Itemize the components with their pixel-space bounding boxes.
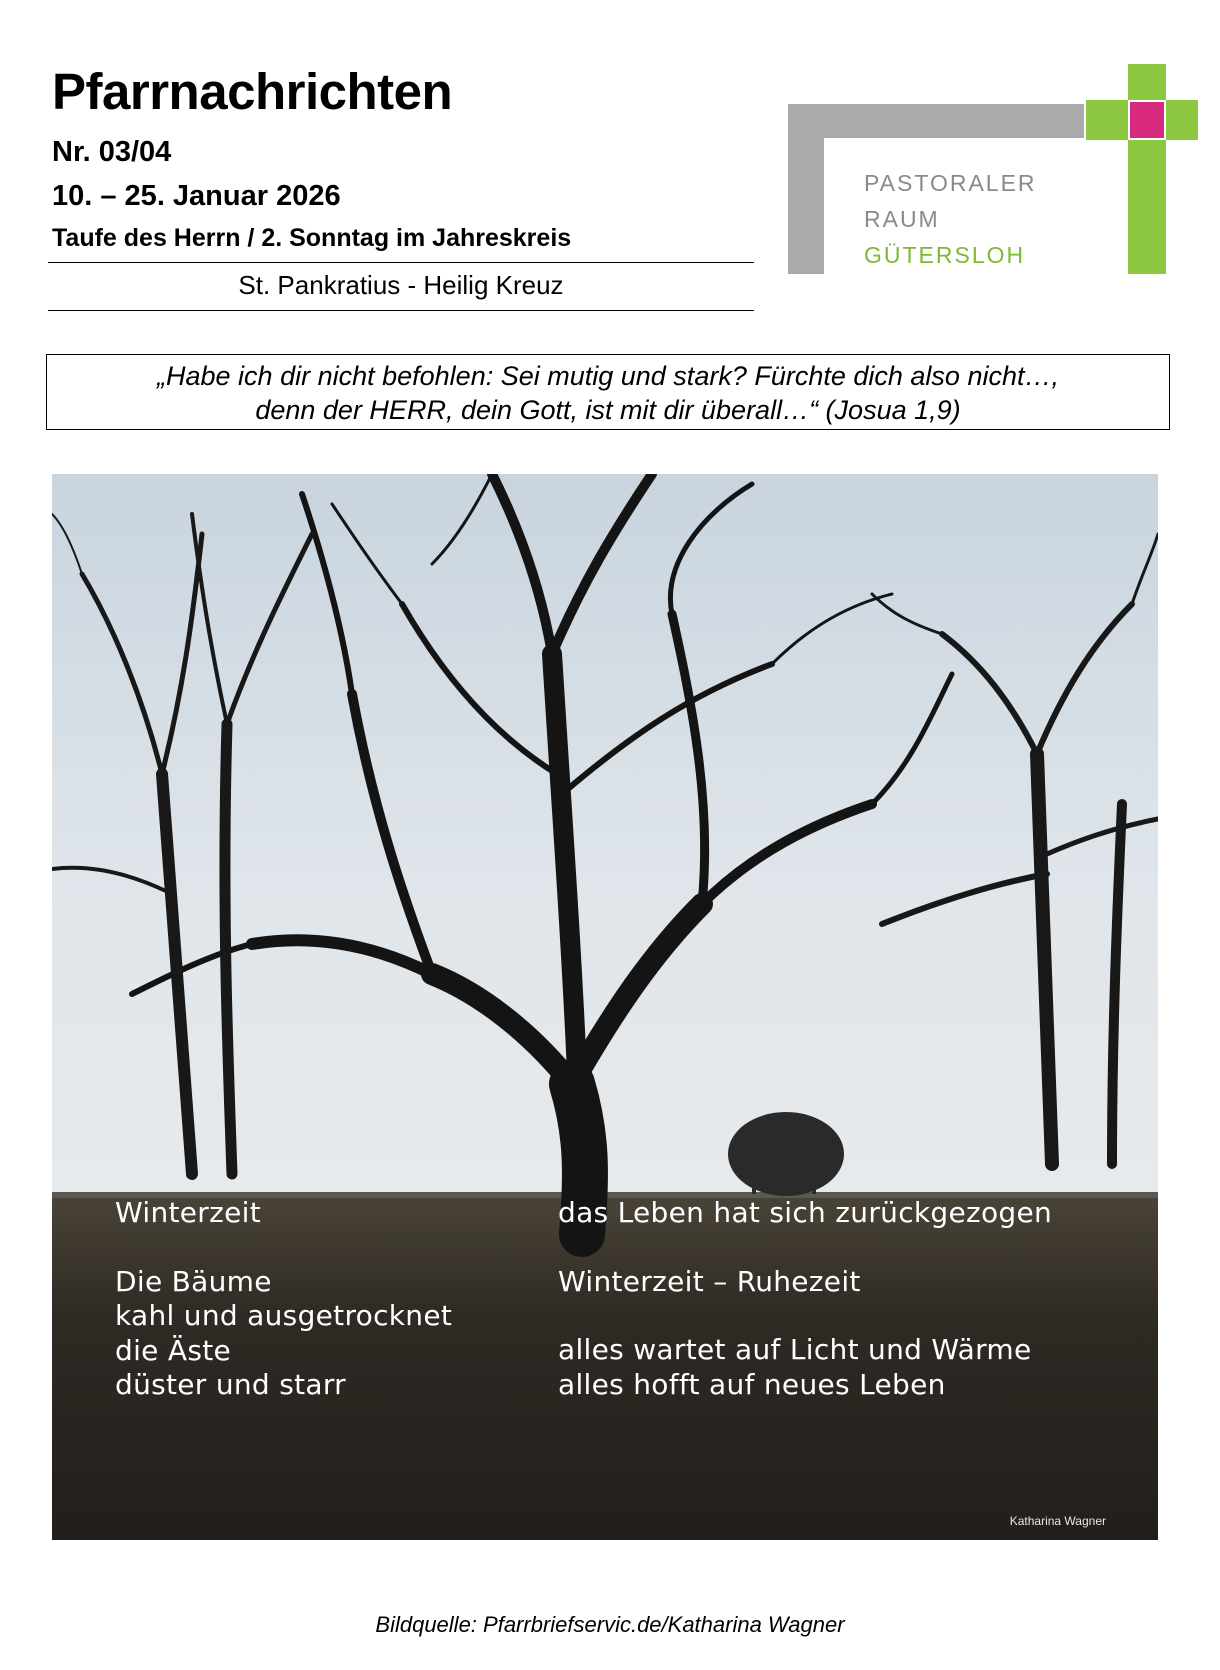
poem-left-line: kahl und ausgetrocknet	[115, 1299, 453, 1332]
logo-grey-bar-horizontal	[788, 104, 1084, 138]
pastoral-area-logo	[784, 64, 1204, 278]
logo-grey-bar-vertical	[788, 104, 824, 274]
logo-text-pastoraler: PASTORALER	[864, 170, 1037, 196]
poem-right-line: das Leben hat sich zurückgezogen	[558, 1196, 1053, 1229]
image-source-caption: Bildquelle: Pfarrbriefservic.de/Katharina Wagner	[375, 1612, 845, 1637]
photo-author-signature: Katharina Wagner	[1009, 1514, 1106, 1528]
quote-line-1: „Habe ich dir nicht befohlen: Sei mutig und stark? Fürchte dich also nicht…,	[157, 361, 1059, 391]
poem-right-line: alles hofft auf neues Leben	[558, 1367, 946, 1401]
poem-left-column	[115, 1196, 452, 1403]
winter-trees-photo	[52, 474, 1158, 1540]
logo-text-raum: RAUM	[864, 206, 940, 232]
logo-text-guetersloh: GÜTERSLOH	[864, 242, 1026, 268]
divider-bottom	[48, 310, 754, 311]
liturgical-day: Taufe des Herrn / 2. Sonntag im Jahreskreis	[52, 224, 572, 252]
poem-right-line: Winterzeit – Ruhezeit	[558, 1264, 861, 1298]
bible-quote-box	[46, 354, 1170, 430]
poem-left-line: Die Bäume	[115, 1264, 272, 1298]
cross-vertical-beam	[1128, 64, 1166, 274]
poem-right-column	[558, 1196, 1052, 1402]
divider-top	[48, 262, 754, 263]
page-title: Pfarrnachrichten	[52, 63, 453, 120]
poem-left-title: Winterzeit	[115, 1196, 261, 1229]
parish-names: St. Pankratius - Heilig Kreuz	[238, 270, 564, 300]
quote-line-2: denn der HERR, dein Gott, ist mit dir überall…“ (Josua 1,9)	[255, 395, 961, 425]
poem-left-line: die Äste	[115, 1333, 232, 1367]
date-range: 10. – 25. Januar 2026	[52, 180, 341, 212]
tree-group-distant	[728, 1112, 844, 1196]
issue-number: Nr. 03/04	[52, 136, 172, 168]
sky	[52, 474, 1158, 1204]
poem-right-line: alles wartet auf Licht und Wärme	[558, 1333, 1032, 1366]
cross-center-square	[1130, 102, 1164, 138]
poem-left-line: düster und starr	[115, 1368, 346, 1401]
